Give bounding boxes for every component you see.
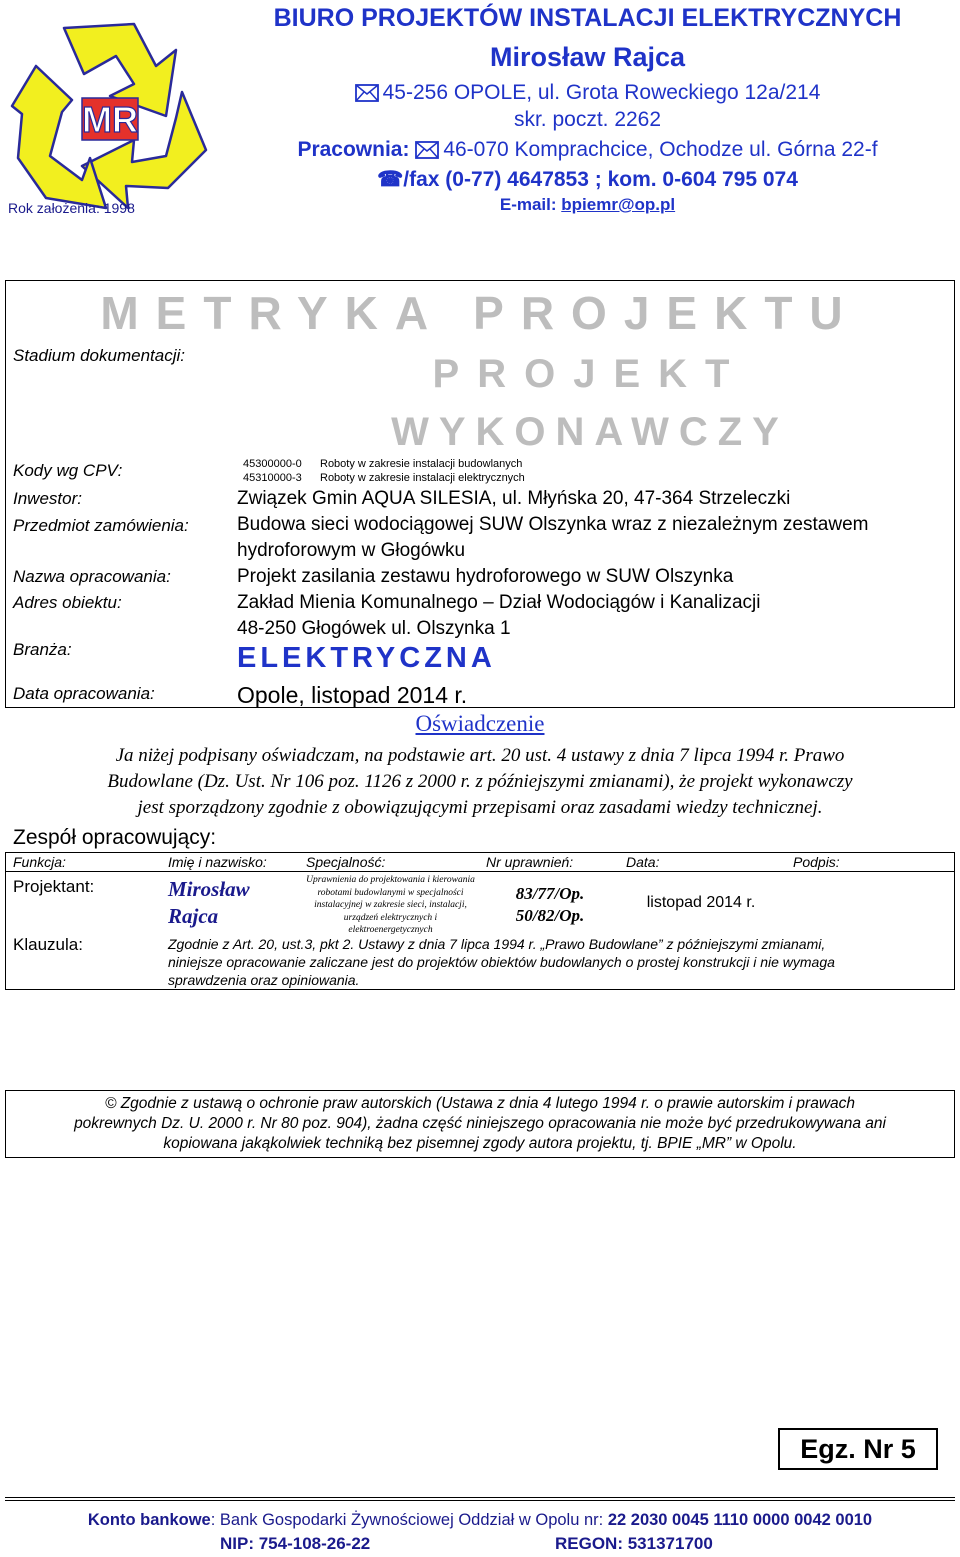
- copy-number-badge: Egz. Nr 5: [778, 1428, 938, 1470]
- envelope-icon: [415, 141, 439, 159]
- metryka-title: METRYKA PROJEKTU: [100, 287, 860, 339]
- designer-first-name: Mirosław: [168, 877, 250, 901]
- regon-number: REGON: 531371700: [555, 1534, 713, 1553]
- envelope-icon: [355, 84, 379, 102]
- license-numbers: [486, 883, 614, 927]
- founded-year: Rok założenia: 1998: [8, 200, 135, 216]
- svg-text:MR: MR: [82, 99, 138, 140]
- clause-line1: Zgodnie z Art. 20, ust.3, pkt 2. Ustawy z dnia 7 lipca 1994 r. „Prawo Budowlane” z późniejszymi zmianami,: [168, 936, 826, 952]
- label-stage: Stadium dokumentacji:: [13, 346, 185, 365]
- designer-last-name: Rajca: [168, 904, 219, 928]
- column-signature: Podpis:: [793, 854, 840, 870]
- address-value-line1: Zakład Mienia Komunalnego – Dział Wodociągów i Kanalizacji: [237, 592, 761, 613]
- email-label: E-mail:: [499, 195, 562, 214]
- email-line: [215, 195, 960, 215]
- office-address: [215, 81, 960, 105]
- owner-name: Mirosław Rajca: [489, 42, 686, 72]
- column-function: Funkcja:: [13, 854, 66, 870]
- bank-label: Konto bankowe: [87, 1511, 211, 1529]
- label-branch: Branża:: [13, 640, 72, 659]
- date-value: Opole, listopad 2014 r.: [237, 682, 468, 708]
- cpv-description: Roboty w zakresie instalacji budowlanych: [320, 458, 523, 470]
- column-name: Imię i nazwisko:: [168, 854, 267, 870]
- investor-value: Związek Gmin AQUA SILESIA, ul. Młyńska 20, 47-364 Strzeleczki: [237, 488, 791, 509]
- workshop-address: [215, 138, 960, 162]
- phone-icon: ☎: [377, 168, 404, 191]
- clause-line2: niniejsze opracowanie zaliczane jest do projektów obiektów budowlanych o prostej konstrukcji i nie wymaga: [168, 954, 835, 970]
- label-cpv: Kody wg CPV:: [13, 461, 123, 480]
- label-name: Nazwa opracowania:: [13, 567, 171, 586]
- copyright-line3: kopiowana jakąkolwiek techniką bez pisemnej zgody autora projektu, tj. BPIE „MR” w Opolu.: [163, 1135, 797, 1152]
- office-title: BIURO PROJEKTÓW INSTALACJI ELEKTRYCZNYCH: [273, 4, 902, 32]
- footer-divider: [5, 1497, 955, 1501]
- designer-role: Projektant:: [13, 877, 95, 896]
- team-title: Zespół opracowujący:: [13, 826, 217, 849]
- statement-line3: jest sporządzony zgodnie z obowiązującymi przepisami oraz zasadami wiedzy technicznej.: [137, 797, 823, 818]
- email-link[interactable]: bpiemr@op.pl: [561, 195, 676, 214]
- designer-name: [168, 876, 250, 930]
- bank-text: : Bank Gospodarki Żywnościowej Oddział w Opolu nr:: [210, 1511, 608, 1529]
- statement-line1: Ja niżej podpisany oświadczam, na podstawie art. 20 ust. 4 ustawy z dnia 7 lipca 1994 r. Prawo: [115, 745, 845, 766]
- nip-number: NIP: 754-108-26-22: [220, 1534, 371, 1553]
- license-number: 83/77/Op.: [515, 884, 585, 903]
- copyright-line2: pokrewnych Dz. U. 2000 r. Nr 80 poz. 904), żadna część niniejszego opracowania nie może być przedrukowywana ani: [74, 1115, 886, 1132]
- copyright-line1: © Zgodnie z ustawą o ochronie praw autorskich (Ustawa z dnia 4 lutego 1994 r. o prawie autorskim i prawach: [104, 1095, 856, 1112]
- po-box: skr. poczt. 2262: [513, 108, 662, 131]
- company-logo-icon: [6, 14, 211, 219]
- designer-date: listopad 2014 r.: [646, 894, 756, 911]
- cpv-code: 45310000-3: [243, 472, 302, 484]
- name-value: Projekt zasilania zestawu hydroforowego w SUW Olszynka: [237, 566, 734, 587]
- account-number: 22 2030 0045 1110 0000 0042 0010: [607, 1511, 873, 1529]
- license-number: 50/82/Op.: [515, 906, 585, 925]
- phone-fax: [215, 167, 960, 192]
- stage-executive: WYKONAWCZY: [391, 410, 789, 454]
- statement-title: Oświadczenie: [415, 711, 545, 736]
- clause-label: Klauzula:: [13, 935, 83, 954]
- label-investor: Inwestor:: [13, 489, 82, 508]
- subject-value-line2: hydroforowym w Głogówku: [237, 540, 466, 561]
- clause-line3: sprawdzenia oraz opiniowania.: [168, 972, 360, 988]
- branch-value: ELEKTRYCZNA: [237, 642, 496, 674]
- workshop-text: 46-070 Komprachcice, Ochodze ul. Górna 22-f: [443, 138, 878, 161]
- bank-account: [0, 1511, 960, 1530]
- column-date: Data:: [626, 854, 660, 870]
- workshop-label: Pracownia:: [297, 138, 410, 161]
- designer-specialty: Uprawnienia do projektowania i kierowania robotami budowlanymi w specjalności instalacyjnej w zakresie sieci, instalacji, urządzeń elektrycznych i elektroenergetycznych: [306, 875, 475, 935]
- cpv-description: Roboty w zakresie instalacji elektrycznych: [320, 472, 525, 484]
- team-header-divider: [5, 871, 955, 872]
- cpv-code: 45300000-0: [243, 458, 302, 470]
- label-date: Data opracowania:: [13, 684, 155, 703]
- label-address: Adres obiektu:: [13, 593, 122, 612]
- statement-line2: Budowlane (Dz. Ust. Nr 106 poz. 1126 z 2000 r. z późniejszymi zmianami), że projekt wykonawczy: [107, 771, 853, 792]
- address-text: 45-256 OPOLE, ul. Grota Roweckiego 12a/214: [382, 81, 821, 104]
- column-license: Nr uprawnień:: [486, 854, 574, 870]
- label-subject: Przedmiot zamówienia:: [13, 516, 189, 535]
- address-value-line2: 48-250 Głogówek ul. Olszynka 1: [237, 618, 511, 639]
- stage-project: PROJEKT: [432, 352, 748, 396]
- column-specialty: Specjalność:: [306, 854, 386, 870]
- subject-value-line1: Budowa sieci wodociągowej SUW Olszynka wraz z niezależnym zestawem: [237, 514, 869, 535]
- phone-text: /fax (0-77) 4647853 ; kom. 0-604 795 074: [403, 168, 798, 191]
